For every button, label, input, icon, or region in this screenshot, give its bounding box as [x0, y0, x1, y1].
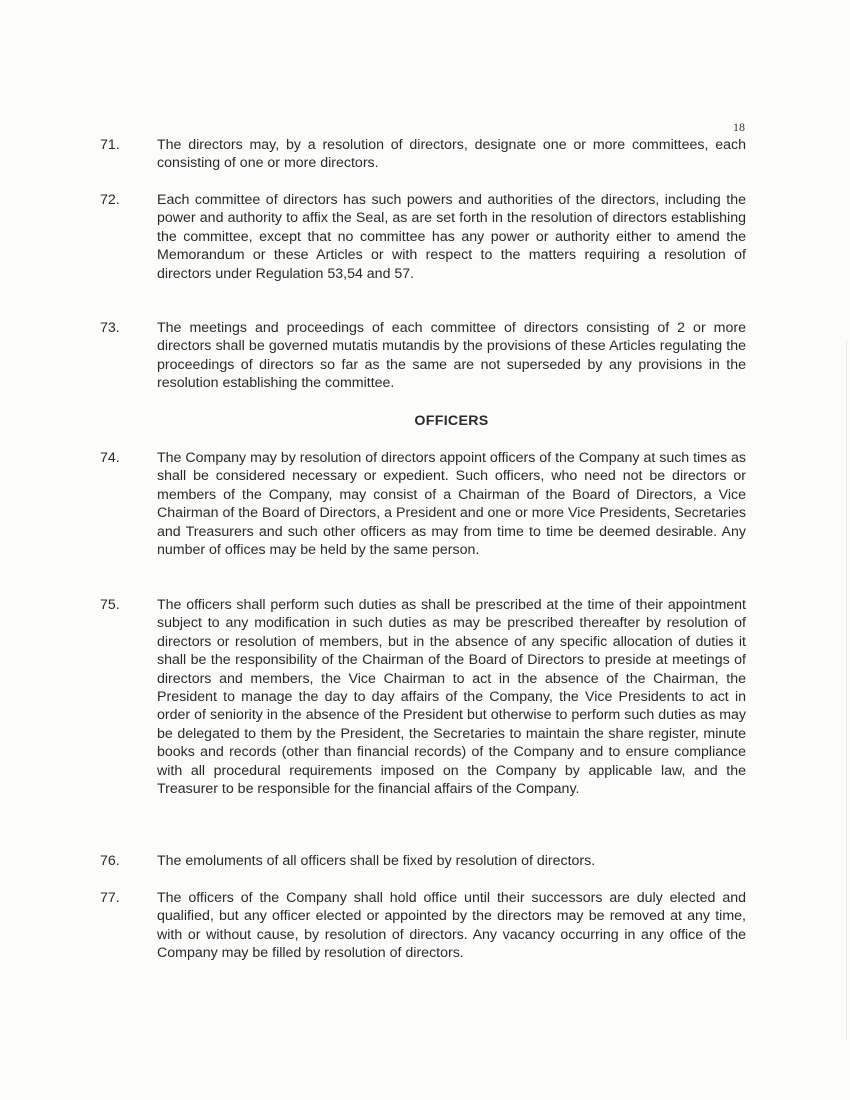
- paragraph-73: [100, 319, 746, 393]
- page-number: 18: [733, 120, 745, 134]
- paragraph-number: 73.: [100, 320, 120, 336]
- paragraph-text: The officers of the Company shall hold office until their successors are duly elected and qualified, but any officer elected or appointed by the directors may be removed at any time, with or without cause, by resolution of directors. Any vacancy occurring in any office of the Company may be filled by resolution of directors.: [157, 890, 746, 962]
- paragraph-number: 74.: [100, 450, 120, 466]
- scan-edge-line: [846, 340, 847, 1040]
- paragraph-number: 75.: [100, 597, 120, 613]
- section-heading: OFFICERS: [414, 413, 489, 429]
- paragraph-text: Each committee of directors has such powers and authorities of the directors, including the power and authority to affix the Seal, as are set forth in the resolution of directors establishing the committee, except that no committee has any power or authority either to amend the Memorandum or these Articles or with respect to the matters requiring a resolution of directors under Regulation 53,54 and 57.: [157, 192, 746, 282]
- paragraph-number: 72.: [100, 192, 120, 208]
- paragraph-text: The Company may by resolution of directors appoint officers of the Company at such times as shall be considered necessary or expedient. Such officers, who need not be directors or members of the Company, may consist of a Chairman of the Board of Directors, a Vice Chairman of the Board of Directors, a President and one or more Vice Presidents, Secretaries and Treasurers and such other officers as may from time to time be deemed desirable. Any number of offices may be held by the same person.: [157, 450, 746, 559]
- paragraph-74: [100, 449, 746, 559]
- paragraph-number: 76.: [100, 853, 120, 869]
- paragraph-75: [100, 596, 746, 798]
- paragraph-71: [100, 136, 746, 173]
- paragraph-text: The directors may, by a resolution of directors, designate one or more committees, each consisting of one or more directors.: [157, 137, 746, 172]
- paragraph-72: [100, 191, 746, 283]
- paragraph-76: [100, 852, 746, 870]
- paragraph-77: [100, 889, 746, 963]
- paragraph-text: The meetings and proceedings of each committee of directors consisting of 2 or more directors shall be governed mutatis mutandis by the provisions of these Articles regulating the proceedings of directors so far as the same are not superseded by any provisions in the resolution establishing the committee.: [157, 320, 746, 392]
- paragraph-number: 77.: [100, 890, 120, 906]
- paragraph-text: The officers shall perform such duties as shall be prescribed at the time of their appointment subject to any modification in such duties as may be prescribed thereafter by resolution of directors or resolution of members, but in the absence of any specific allocation of duties it shall be the responsibility of the Chairman of the Board of Directors to preside at meetings of directors and members, the Vice Chairman to act in the absence of the Chairman, the President to manage the day to day affairs of the Company, the Vice Presidents to act in order of seniority in the absence of the President but otherwise to perform such duties as may be delegated to them by the President, the Secretaries to maintain the share register, minute books and records (other than financial records) of the Company and to ensure compliance with all procedural requirements imposed on the Company by applicable law, and the Treasurer to be responsible for the financial affairs of the Company.: [157, 597, 746, 798]
- paragraph-text: The emoluments of all officers shall be fixed by resolution of directors.: [157, 853, 596, 869]
- paragraph-number: 71.: [100, 137, 120, 153]
